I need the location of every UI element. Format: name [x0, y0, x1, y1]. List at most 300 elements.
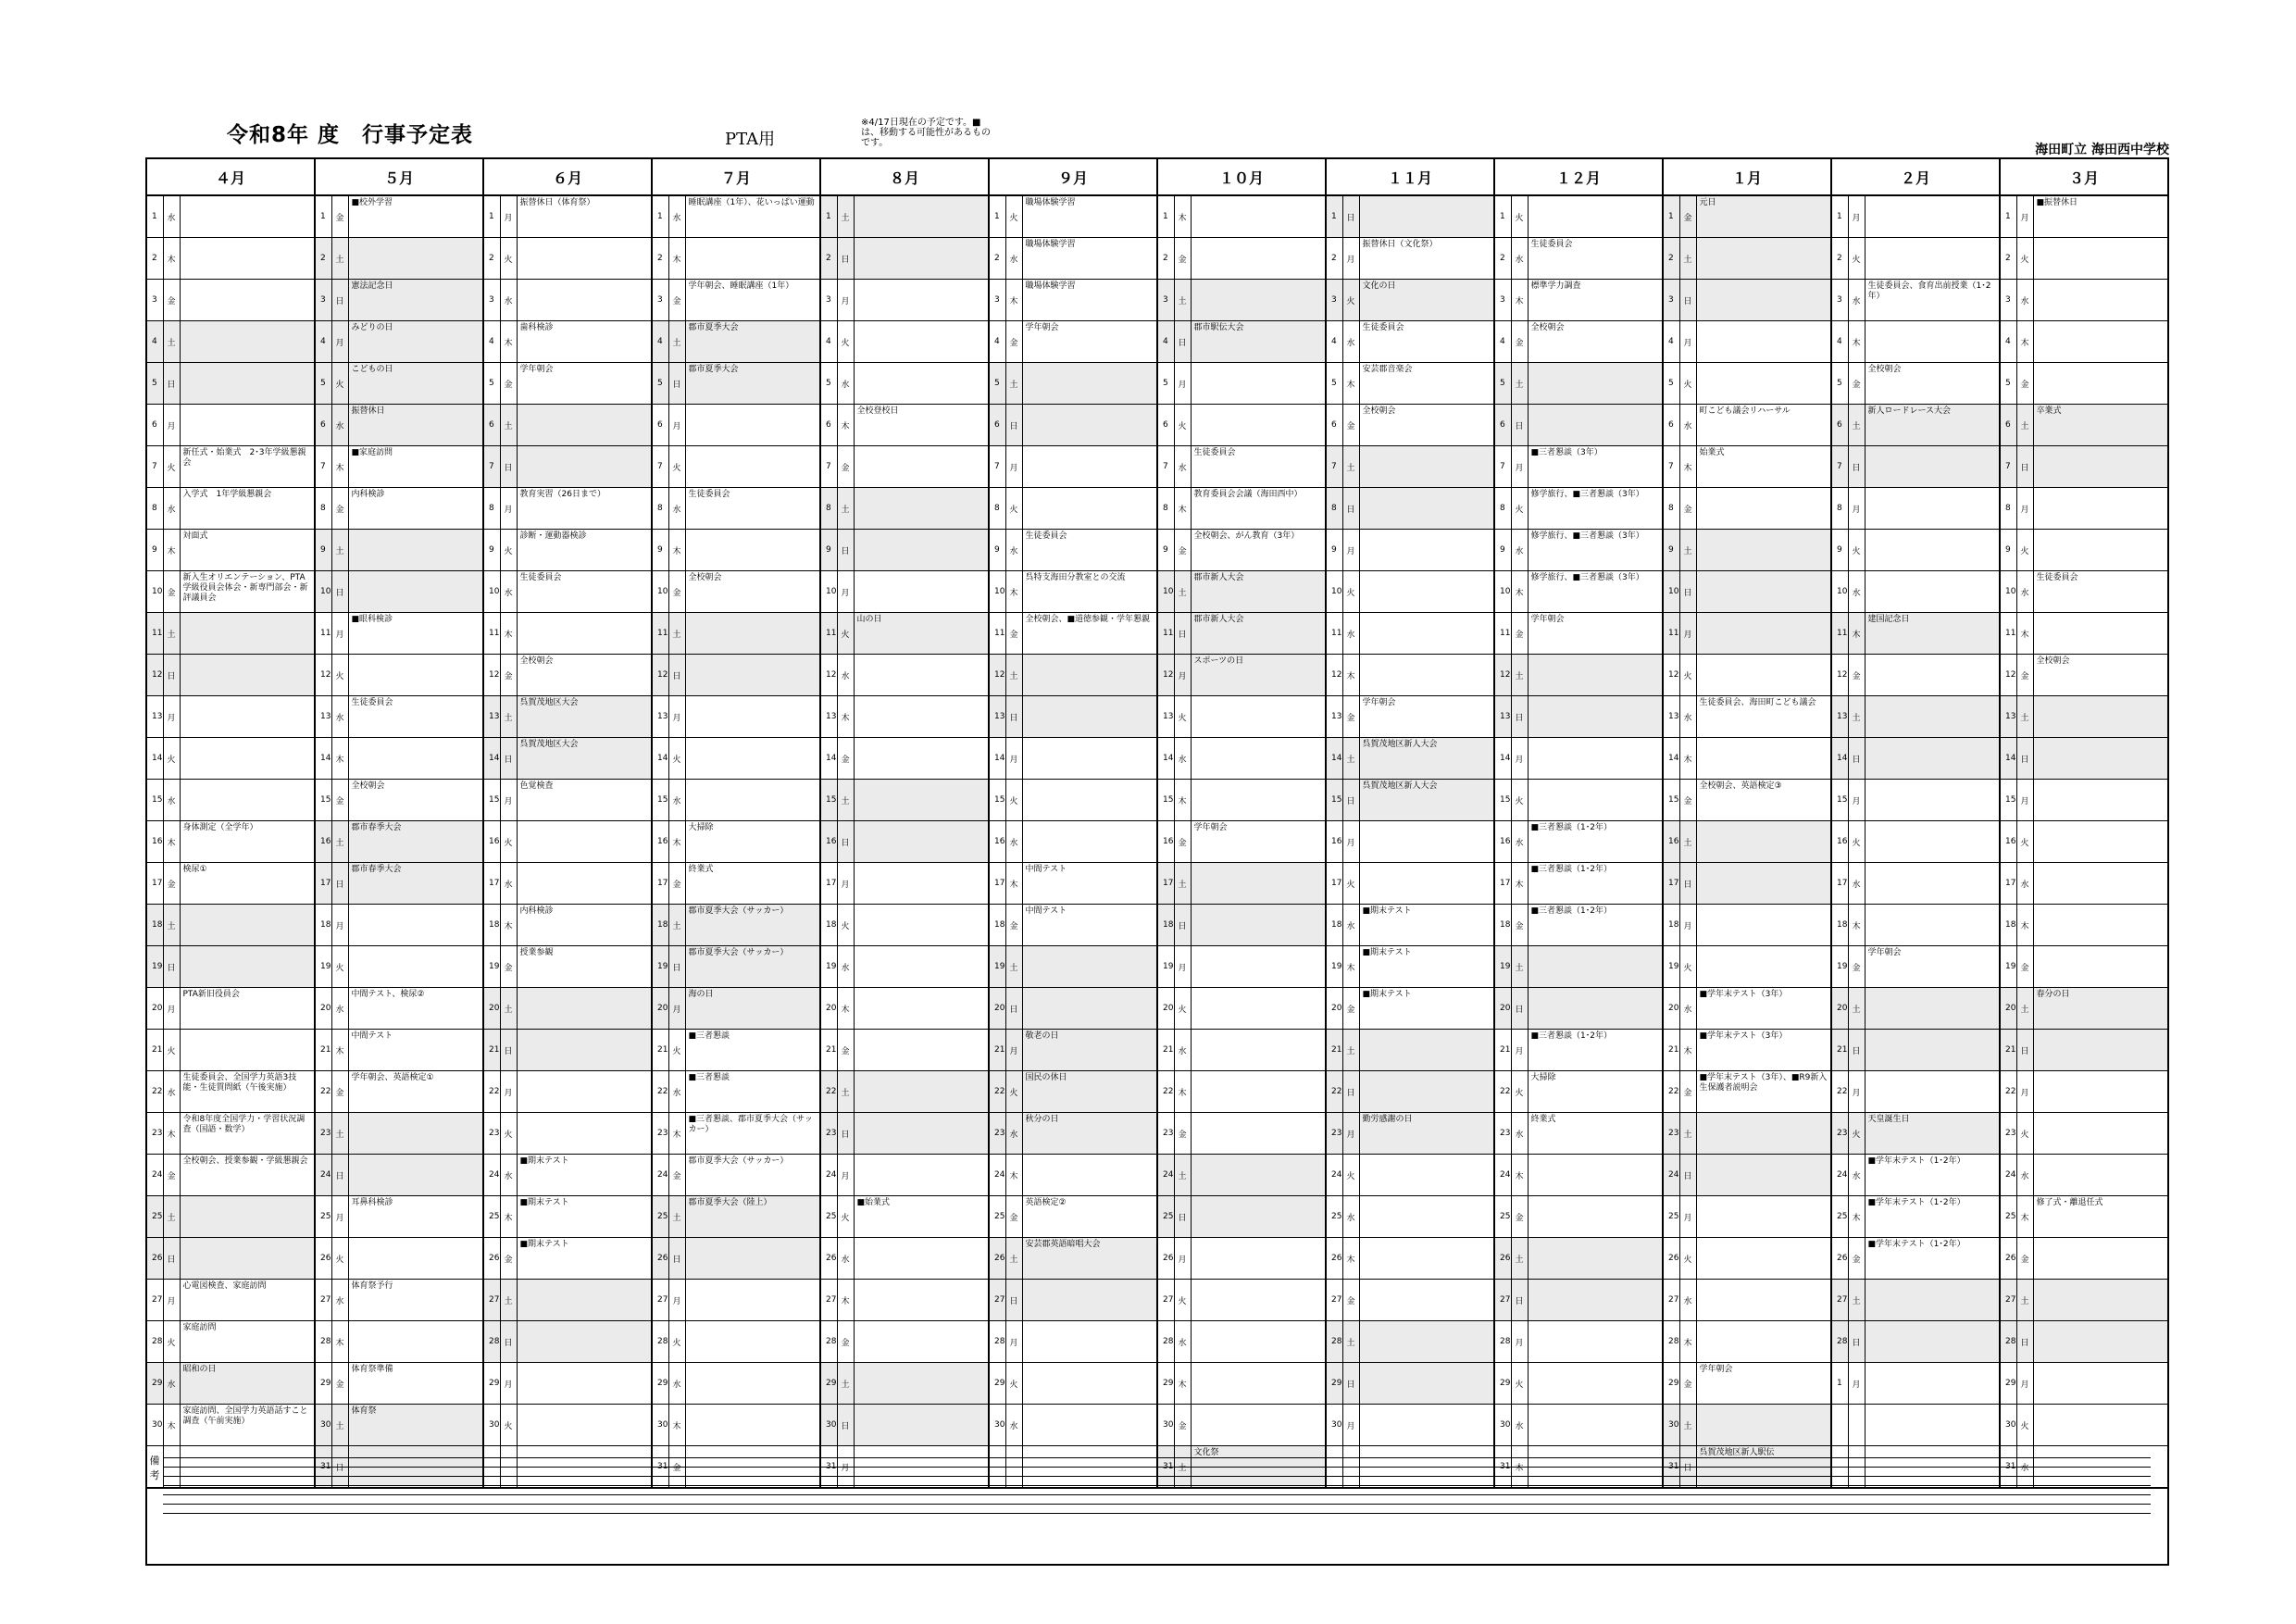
- event-cell: 学年朝会: [1022, 321, 1157, 363]
- day-number: 18: [315, 905, 331, 946]
- day-number: 16: [315, 821, 331, 863]
- day-number: 22: [2000, 1071, 2016, 1113]
- event-cell: [1696, 488, 1831, 530]
- event-cell: 春分の日: [2033, 988, 2168, 1030]
- event-cell: [1022, 946, 1157, 988]
- event-cell: 呉特支海田分教室との交流: [1022, 571, 1157, 613]
- event-cell: 郡市夏季大会（サッカー）: [685, 1155, 820, 1196]
- event-cell: [1359, 571, 1494, 613]
- day-number: 6: [2000, 405, 2016, 446]
- day-number: 14: [1157, 738, 1174, 780]
- day-number: 17: [1326, 863, 1342, 905]
- event-cell: [2033, 821, 2168, 863]
- day-number: 2: [989, 238, 1005, 280]
- event-cell: [854, 571, 989, 613]
- day-number: 22: [652, 1071, 668, 1113]
- day-number: 8: [315, 488, 331, 530]
- weekday: 水: [668, 195, 685, 238]
- event-cell: [517, 405, 652, 446]
- event-cell: ■期末テスト: [517, 1155, 652, 1196]
- weekday: 水: [500, 863, 517, 905]
- day-number: 26: [1494, 1238, 1511, 1280]
- event-cell: [1696, 613, 1831, 655]
- day-number: 25: [820, 1196, 837, 1238]
- weekday: 月: [163, 696, 180, 738]
- weekday: 土: [331, 1405, 348, 1446]
- event-cell: [1191, 1238, 1326, 1280]
- day-number: 29: [1494, 1363, 1511, 1405]
- weekday: 日: [163, 655, 180, 696]
- day-number: 26: [146, 1238, 163, 1280]
- weekday: 水: [1005, 1113, 1022, 1155]
- event-cell: 大掃除: [685, 821, 820, 863]
- day-number: 14: [483, 738, 500, 780]
- weekday: 月: [2016, 1071, 2033, 1113]
- event-cell: [1865, 321, 2000, 363]
- day-number: 28: [1663, 1321, 1679, 1363]
- day-number: 30: [2000, 1405, 2016, 1446]
- day-number: 19: [315, 946, 331, 988]
- weekday: 金: [1174, 1405, 1191, 1446]
- month-header: １２月: [1494, 158, 1663, 195]
- weekday: 金: [331, 1363, 348, 1405]
- event-cell: [1528, 1405, 1663, 1446]
- day-number: 21: [652, 1030, 668, 1071]
- weekday: 月: [1679, 321, 1696, 363]
- day-number: 25: [652, 1196, 668, 1238]
- weekday: 日: [331, 1155, 348, 1196]
- day-number: 27: [483, 1280, 500, 1321]
- day-number: 23: [1831, 1113, 1848, 1155]
- event-cell: 生徒委員会: [1528, 238, 1663, 280]
- event-cell: スポーツの日: [1191, 655, 1326, 696]
- event-cell: [1359, 613, 1494, 655]
- event-cell: [1359, 863, 1494, 905]
- day-number: 25: [1157, 1196, 1174, 1238]
- weekday: 日: [331, 1446, 348, 1489]
- event-cell: [180, 405, 315, 446]
- weekday: 金: [1342, 1280, 1359, 1321]
- weekday: 月: [837, 1446, 854, 1489]
- day-number: 19: [989, 946, 1005, 988]
- day-number: 4: [483, 321, 500, 363]
- event-cell: 呉賀茂地区新人大会: [1359, 738, 1494, 780]
- event-cell: 学年朝会: [1696, 1363, 1831, 1405]
- event-cell: [348, 905, 483, 946]
- event-cell: 中間テスト: [1022, 863, 1157, 905]
- weekday: 木: [163, 530, 180, 571]
- day-number: 12: [146, 655, 163, 696]
- weekday: 木: [500, 905, 517, 946]
- day-number: 1: [989, 195, 1005, 238]
- day-number: 28: [820, 1321, 837, 1363]
- day-number: 1: [483, 195, 500, 238]
- weekday: 日: [1005, 988, 1022, 1030]
- day-number: 21: [820, 1030, 837, 1071]
- day-number: 9: [1663, 530, 1679, 571]
- event-cell: [1359, 1196, 1494, 1238]
- weekday: 火: [1511, 488, 1528, 530]
- weekday: 日: [500, 1030, 517, 1071]
- event-cell: ■始業式: [854, 1196, 989, 1238]
- event-cell: 全校朝会、英語検定③: [1696, 780, 1831, 821]
- day-number: 30: [483, 1405, 500, 1446]
- event-cell: [517, 1113, 652, 1155]
- event-cell: 生徒委員会: [517, 571, 652, 613]
- day-number: 8: [820, 488, 837, 530]
- event-cell: [1696, 1155, 1831, 1196]
- event-cell: [854, 238, 989, 280]
- weekday: 火: [1174, 405, 1191, 446]
- day-number: 11: [483, 613, 500, 655]
- event-cell: [1865, 780, 2000, 821]
- event-cell: 学年朝会、睡眠講座（1年）: [685, 280, 820, 321]
- day-number: 6: [1663, 405, 1679, 446]
- day-number: 22: [1157, 1071, 1174, 1113]
- day-number: 11: [1494, 613, 1511, 655]
- day-number: 8: [989, 488, 1005, 530]
- weekday: 水: [837, 946, 854, 988]
- day-number: 16: [820, 821, 837, 863]
- weekday: 土: [331, 530, 348, 571]
- event-cell: 対面式: [180, 530, 315, 571]
- day-number: 18: [1157, 905, 1174, 946]
- day-number: 23: [1326, 1113, 1342, 1155]
- weekday: 月: [1848, 1363, 1865, 1405]
- weekday: 日: [163, 946, 180, 988]
- day-number: 12: [1326, 655, 1342, 696]
- calendar-row: [146, 571, 2168, 613]
- weekday: 金: [837, 446, 854, 488]
- event-cell: 全校朝会: [1865, 363, 2000, 405]
- weekday: 木: [500, 321, 517, 363]
- day-number: 29: [1157, 1363, 1174, 1405]
- weekday: 火: [500, 530, 517, 571]
- weekday: 月: [837, 571, 854, 613]
- day-number: 16: [483, 821, 500, 863]
- event-cell: [1191, 780, 1326, 821]
- event-cell: ■学年末テスト（1･2年）: [1865, 1196, 2000, 1238]
- weekday: 火: [1848, 1113, 1865, 1155]
- event-cell: [2033, 1113, 2168, 1155]
- day-number: 7: [2000, 446, 2016, 488]
- event-cell: [1191, 405, 1326, 446]
- weekday: 火: [1005, 195, 1022, 238]
- month-header: １０月: [1157, 158, 1326, 195]
- calendar-row: [146, 1113, 2168, 1155]
- event-cell: [1696, 1113, 1831, 1155]
- weekday: 月: [837, 1155, 854, 1196]
- day-number: 6: [820, 405, 837, 446]
- day-number: 18: [146, 905, 163, 946]
- weekday: 火: [2016, 530, 2033, 571]
- day-number: 31: [652, 1446, 668, 1489]
- day-number: 7: [1326, 446, 1342, 488]
- event-cell: 郡市夏季大会（サッカー）: [685, 946, 820, 988]
- day-number: 29: [1663, 1363, 1679, 1405]
- weekday: 木: [331, 1321, 348, 1363]
- day-number: 25: [1326, 1196, 1342, 1238]
- day-number: 16: [1326, 821, 1342, 863]
- day-number: 23: [483, 1113, 500, 1155]
- weekday: 水: [1848, 863, 1865, 905]
- day-number: 25: [1663, 1196, 1679, 1238]
- event-cell: [854, 780, 989, 821]
- weekday: 金: [1342, 988, 1359, 1030]
- weekday: 水: [331, 1280, 348, 1321]
- weekday: 水: [163, 1363, 180, 1405]
- weekday: 火: [1342, 280, 1359, 321]
- calendar-row: [146, 195, 2168, 238]
- day-number: 2: [1326, 238, 1342, 280]
- event-cell: [1696, 1196, 1831, 1238]
- event-cell: [1191, 363, 1326, 405]
- event-cell: 終業式: [685, 863, 820, 905]
- weekday: 水: [1679, 1280, 1696, 1321]
- event-cell: 生徒委員会: [2033, 571, 2168, 613]
- day-number: 23: [989, 1113, 1005, 1155]
- event-cell: [1865, 1321, 2000, 1363]
- event-cell: [1528, 195, 1663, 238]
- day-number: 25: [315, 1196, 331, 1238]
- weekday: 月: [500, 780, 517, 821]
- day-number: 1: [1663, 195, 1679, 238]
- event-cell: ■三者懇談: [685, 1030, 820, 1071]
- event-cell: [180, 613, 315, 655]
- event-cell: [1865, 446, 2000, 488]
- event-cell: [1528, 946, 1663, 988]
- day-number: 25: [1831, 1196, 1848, 1238]
- event-cell: [348, 571, 483, 613]
- weekday: 日: [1174, 905, 1191, 946]
- day-number: 11: [652, 613, 668, 655]
- event-cell: [1022, 1405, 1157, 1446]
- event-cell: [1359, 1030, 1494, 1071]
- event-cell: 色覚検査: [517, 780, 652, 821]
- weekday: 月: [163, 405, 180, 446]
- event-cell: [1528, 780, 1663, 821]
- weekday: 日: [1005, 1280, 1022, 1321]
- event-cell: [685, 238, 820, 280]
- event-cell: [180, 946, 315, 988]
- day-number: 22: [1663, 1071, 1679, 1113]
- weekday: 木: [1511, 280, 1528, 321]
- weekday: 金: [837, 1030, 854, 1071]
- weekday: 日: [1848, 1321, 1865, 1363]
- calendar-row: [146, 1030, 2168, 1071]
- day-number: 22: [820, 1071, 837, 1113]
- day-number: 29: [989, 1363, 1005, 1405]
- day-number: 19: [1157, 946, 1174, 988]
- weekday: 金: [331, 1071, 348, 1113]
- event-cell: 敬老の日: [1022, 1030, 1157, 1071]
- event-cell: 呉賀茂地区新人大会: [1359, 780, 1494, 821]
- weekday: 土: [500, 1280, 517, 1321]
- weekday: 火: [2016, 238, 2033, 280]
- day-number: 30: [1157, 1405, 1174, 1446]
- event-cell: 体育祭予行: [348, 1280, 483, 1321]
- event-cell: [517, 1280, 652, 1321]
- weekday: 日: [1679, 1155, 1696, 1196]
- event-cell: [1696, 821, 1831, 863]
- day-number: 26: [652, 1238, 668, 1280]
- weekday: 土: [2016, 1280, 2033, 1321]
- event-cell: 学年朝会: [517, 363, 652, 405]
- event-cell: [180, 905, 315, 946]
- weekday: 月: [163, 1280, 180, 1321]
- month-header-row: [146, 158, 2168, 195]
- event-cell: [1359, 1321, 1494, 1363]
- day-number: 13: [2000, 696, 2016, 738]
- day-number: 17: [989, 863, 1005, 905]
- day-number: 11: [146, 613, 163, 655]
- event-cell: 郡市春季大会: [348, 863, 483, 905]
- weekday: 日: [837, 1113, 854, 1155]
- weekday: 日: [1342, 780, 1359, 821]
- calendar-row: [146, 446, 2168, 488]
- weekday: 日: [837, 1405, 854, 1446]
- event-cell: [2033, 1238, 2168, 1280]
- weekday: 月: [1342, 821, 1359, 863]
- day-number: 12: [1663, 655, 1679, 696]
- remarks-line: [163, 1513, 2151, 1514]
- weekday: 日: [1511, 1280, 1528, 1321]
- event-cell: [1191, 238, 1326, 280]
- weekday: 木: [668, 1113, 685, 1155]
- day-number: 16: [1494, 821, 1511, 863]
- weekday: 日: [1342, 488, 1359, 530]
- day-number: 22: [483, 1071, 500, 1113]
- day-number: 16: [2000, 821, 2016, 863]
- weekday: 金: [1848, 946, 1865, 988]
- event-cell: ■三者懇談（1･2年）: [1528, 863, 1663, 905]
- event-cell: [2033, 1280, 2168, 1321]
- weekday: 水: [1342, 905, 1359, 946]
- day-number: 23: [1494, 1113, 1511, 1155]
- event-cell: 文化祭: [1191, 1446, 1326, 1489]
- day-number: 4: [1831, 321, 1848, 363]
- day-number: 7: [315, 446, 331, 488]
- weekday: 水: [2016, 280, 2033, 321]
- event-cell: [2033, 613, 2168, 655]
- weekday: 日: [1511, 696, 1528, 738]
- weekday: 日: [331, 863, 348, 905]
- event-cell: 町こども議会リハーサル: [1696, 405, 1831, 446]
- day-number: 3: [2000, 280, 2016, 321]
- weekday: 土: [163, 321, 180, 363]
- day-number: 9: [989, 530, 1005, 571]
- day-number: 7: [820, 446, 837, 488]
- event-cell: [1191, 1321, 1326, 1363]
- remarks-line: [163, 1457, 2151, 1458]
- weekday: 金: [500, 946, 517, 988]
- weekday: 土: [1174, 1155, 1191, 1196]
- weekday: 金: [668, 1155, 685, 1196]
- day-number: 13: [820, 696, 837, 738]
- day-number: 27: [1326, 1280, 1342, 1321]
- day-number: 29: [315, 1363, 331, 1405]
- day-number: 5: [1326, 363, 1342, 405]
- day-number: 10: [1831, 571, 1848, 613]
- day-number: 16: [989, 821, 1005, 863]
- weekday: 土: [837, 1071, 854, 1113]
- day-number: 14: [1831, 738, 1848, 780]
- day-number: 29: [483, 1363, 500, 1405]
- weekday: 金: [837, 738, 854, 780]
- event-cell: 学年朝会: [1359, 696, 1494, 738]
- weekday: 日: [163, 1238, 180, 1280]
- weekday: 土: [1342, 1030, 1359, 1071]
- day-number: 10: [315, 571, 331, 613]
- event-cell: [854, 1030, 989, 1071]
- weekday: 土: [1511, 946, 1528, 988]
- day-number: 21: [315, 1030, 331, 1071]
- day-number: 15: [315, 780, 331, 821]
- weekday: 土: [1511, 363, 1528, 405]
- day-number: 21: [1831, 1030, 1848, 1071]
- weekday: 木: [1511, 1155, 1528, 1196]
- weekday: 日: [1342, 1071, 1359, 1113]
- event-cell: [2033, 1363, 2168, 1405]
- day-number: 23: [652, 1113, 668, 1155]
- event-cell: [854, 738, 989, 780]
- weekday: 土: [163, 1196, 180, 1238]
- weekday: 月: [1511, 1030, 1528, 1071]
- weekday: 金: [331, 780, 348, 821]
- weekday: 金: [163, 1155, 180, 1196]
- school-name: 海田町立 海田西中学校: [2035, 143, 2169, 157]
- weekday: 火: [1679, 655, 1696, 696]
- weekday: 水: [163, 780, 180, 821]
- weekday: 火: [668, 738, 685, 780]
- weekday: 水: [1342, 613, 1359, 655]
- weekday: 土: [1174, 863, 1191, 905]
- event-cell: [2033, 696, 2168, 738]
- weekday: 日: [837, 530, 854, 571]
- day-number: 14: [1326, 738, 1342, 780]
- day-number: 5: [989, 363, 1005, 405]
- weekday: 火: [668, 446, 685, 488]
- day-number: 26: [483, 1238, 500, 1280]
- weekday: 日: [331, 571, 348, 613]
- event-cell: [2033, 488, 2168, 530]
- event-cell: [180, 363, 315, 405]
- weekday: 火: [331, 655, 348, 696]
- weekday: 木: [2016, 905, 2033, 946]
- day-number: 12: [2000, 655, 2016, 696]
- weekday: 火: [331, 363, 348, 405]
- calendar-row: [146, 405, 2168, 446]
- day-number: 31: [315, 1446, 331, 1489]
- schedule-note: ※4/17日現在の予定です。■は、移動する可能性があるものです。: [861, 118, 991, 148]
- weekday: 土: [2016, 988, 2033, 1030]
- day-number: 2: [1157, 238, 1174, 280]
- event-cell: [854, 905, 989, 946]
- event-cell: [2033, 321, 2168, 363]
- day-number: 4: [1326, 321, 1342, 363]
- day-number: 3: [1326, 280, 1342, 321]
- day-number: 20: [1326, 988, 1342, 1030]
- weekday: 月: [1679, 1196, 1696, 1238]
- day-number: 19: [652, 946, 668, 988]
- day-number: 10: [1494, 571, 1511, 613]
- calendar-row: [146, 280, 2168, 321]
- event-cell: [1696, 238, 1831, 280]
- day-number: 22: [989, 1071, 1005, 1113]
- event-cell: 授業参観: [517, 946, 652, 988]
- page-title: 令和8年 度 行事予定表: [227, 123, 474, 147]
- day-number: 17: [1494, 863, 1511, 905]
